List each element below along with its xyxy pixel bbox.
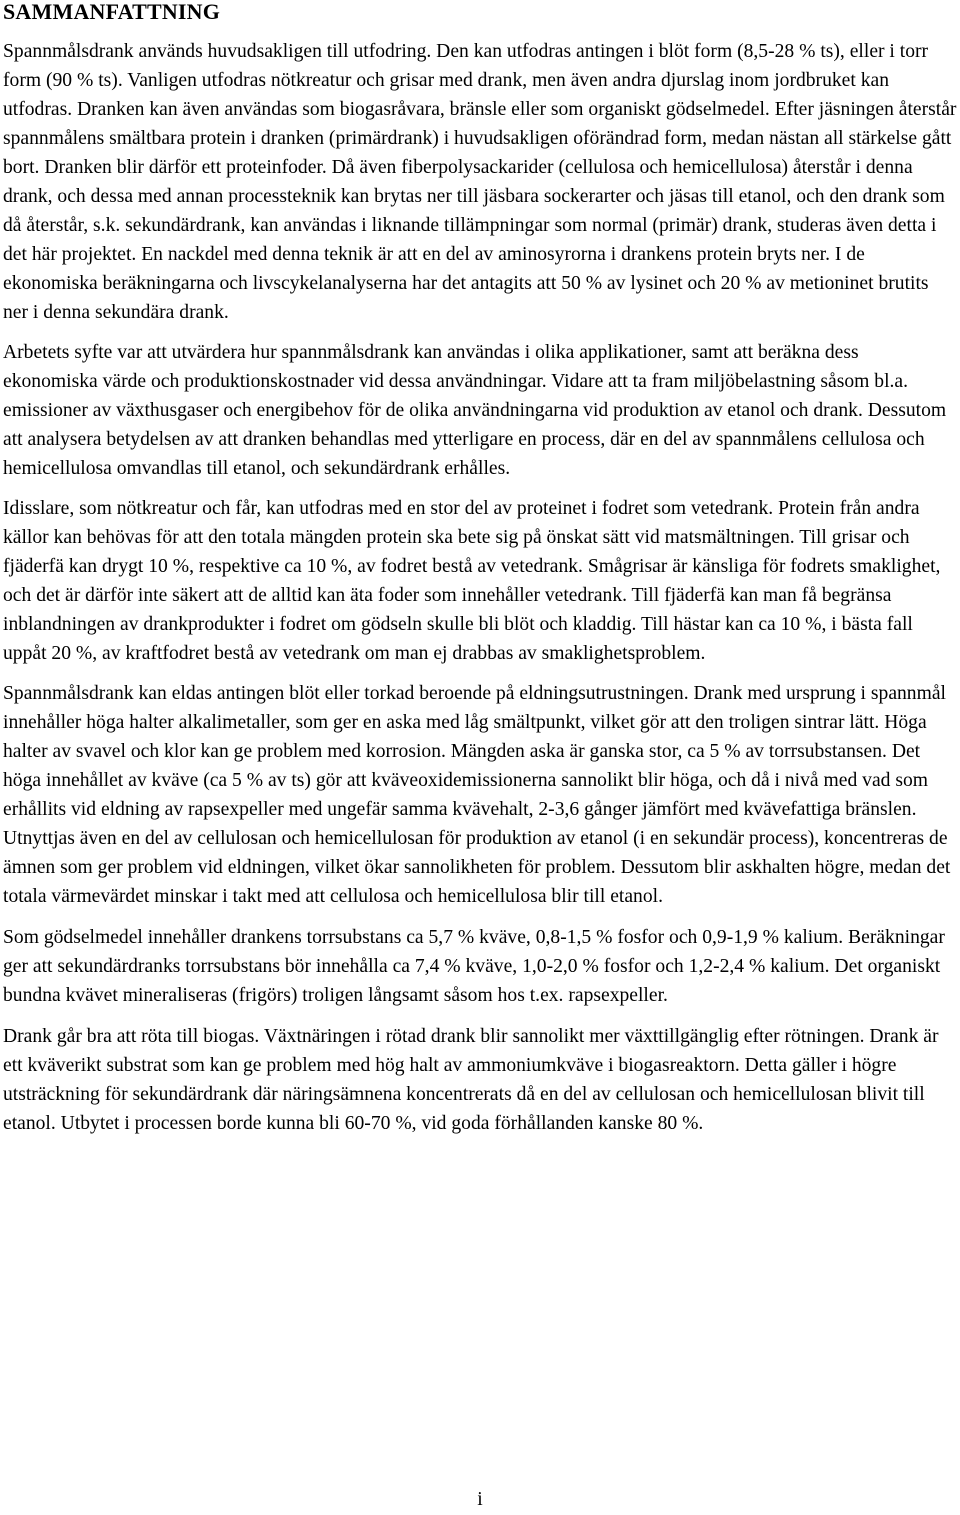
- paragraph-fuel: Spannmålsdrank kan eldas antingen blöt eller torkad beroende på eldningsutrustningen. Drank med ursprung i spannmål innehåller höga halter alkalimetaller, som ger en aska med låg smältpunkt, vilket gör att den troligen sintrar lätt. Höga halter av svavel och klor kan ge problem med korrosion. Mängden aska är ganska stor, ca 5 % av torrsubstansen. Det höga innehållet av kväve (ca 5 % av ts) gör att kväveoxidemissionerna sannolikt blir höga, och då i nivå med vad som erhållits vid eldning av rapsexpeller med ungefär samma kvävehalt, 2-3,6 gånger jämfört med kvävefattiga bränslen. Utnyttjas även en del av cellulosan och hemicellulosan för produktion av etanol (i en sekundär process), koncentreras de ämnen som ger problem vid eldningen, vilket ökar sannolikheten för problem. Dessutom blir askhalten högre, medan det totala värmevärdet minskar i takt med att cellulosa och hemicellulosa blir till etanol.: [3, 683, 951, 907]
- paragraph-purpose: Arbetets syfte var att utvärdera hur spannmålsdrank kan användas i olika applikationer, samt att beräkna dess ekonomiska värde och produktionskostnader vid dessa användningar. Vidare att ta fram miljöbelastning såsom bl.a. emissioner av växthusgaser och energibehov för de olika användningarna vid produktion av etanol och drank. Dessutom att analysera betydelsen av att dranken behandlas med ytterligare en process, där en del av spannmålens cellulosa och hemicellulosa omvandlas till etanol, och sekundärdrank erhålles.: [3, 342, 947, 479]
- page-number: i: [477, 1489, 483, 1510]
- paragraph-biogas: Drank går bra att röta till biogas. Växtnäringen i rötad drank blir sannolikt mer växttillgänglig efter rötningen. Drank är ett kväverikt substrat som kan ge problem med hög halt av ammoniumkväve i biogasreaktorn. Detta gäller i högre utsträckning för sekundärdrank där näringsämnena koncentrerats då en del av cellulosan och hemicellulosan blivit till etanol. Utbytet i processen borde kunna bli 60-70 %, vid goda förhållanden kanske 80 %.: [3, 1026, 939, 1134]
- paragraph-feed: Idisslare, som nötkreatur och får, kan utfodras med en stor del av proteinet i fodret som vetedrank. Protein från andra källor kan behövas för att den totala mängden protein ska bete sig på önskat sätt vid matsmältningen. Till grisar och fjäderfä kan drygt 10 %, respektive ca 10 %, av fodret bestå av vetedrank. Smågrisar är känsliga för fodrets smaklighet, och det är därför inte säkert att de alltid kan äta foder som innehåller vetedrank. Till fjäderfä kan man få begränsa inblandningen av drankprodukter i fodret om gödseln skulle bli blöt och kladdig. Till hästar kan ca 10 %, i bästa fall uppåt 20 %, av kraftfodret bestå av vetedrank om man ej drabbas av smaklighetsproblem.: [3, 498, 941, 664]
- section-heading: SAMMANFATTNING: [3, 0, 221, 24]
- paragraph-fertilizer: Som gödselmedel innehåller drankens torrsubstans ca 5,7 % kväve, 0,8-1,5 % fosfor och 0,9-1,9 % kalium. Beräkningar ger att sekundärdranks torrsubstans bör innehålla ca 7,4 % kväve, 1,0-2,0 % fosfor och 1,2-2,4 % kalium. Det organiskt bundna kvävet mineraliseras (frigörs) troligen långsamt såsom hos t.ex. rapsexpeller.: [3, 927, 945, 1006]
- paragraph-overview: Spannmålsdrank används huvudsakligen till utfodring. Den kan utfodras antingen i blöt form (8,5-28 % ts), eller i torr form (90 % ts). Vanligen utfodras nötkreatur och grisar med drank, men även andra djurslag inom jordbruket kan utfodras. Dranken kan även användas som biogasråvara, bränsle eller som organiskt gödselmedel. Efter jäsningen återstår spannmålens smältbara protein i dranken (primärdrank) i huvudsakligen oförändrad form, medan nästan all stärkelse gått bort. Dranken blir därför ett proteinfoder. Då även fiberpolysackarider (cellulosa och hemicellulosa) återstår i denna drank, och dessa med annan processteknik kan brytas ner till jäsbara sockerarter och jäsas till etanol, och den drank som då återstår, s.k. sekundärdrank, kan användas i liknande tillämpningar som normal (primär) drank, studeras även detta i det här projektet. En nackdel med denna teknik är att en del av aminosyrorna i drankens protein bryts ner. I de ekonomiska beräkningarna och livscykelanalyserna har det antagits att 50 % av lysinet och 20 % av metioninet brutits ner i denna sekundära drank.: [3, 41, 957, 323]
